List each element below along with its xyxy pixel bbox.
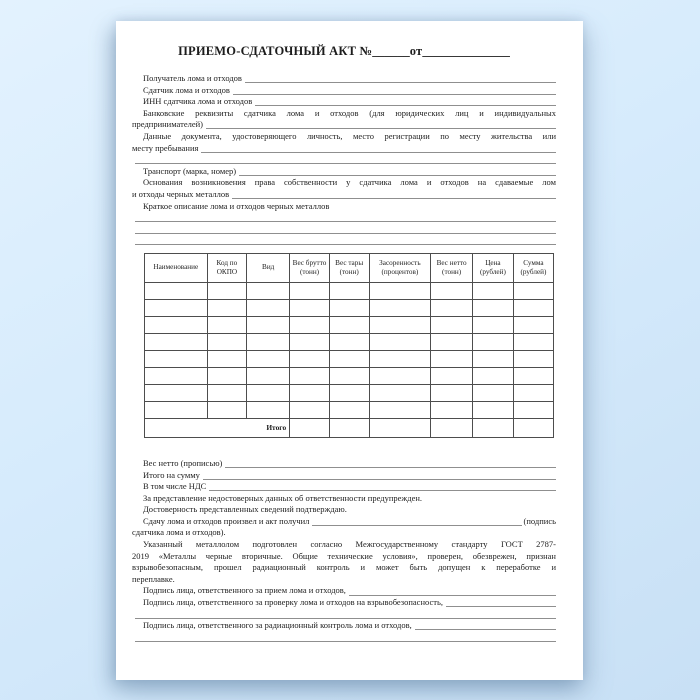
document-title (132, 44, 556, 59)
document-page (116, 21, 583, 680)
form-line (132, 166, 556, 178)
table-cell (329, 384, 369, 401)
form-line-label: Вес нетто (прописью) (143, 457, 223, 468)
table-cell (329, 333, 369, 350)
table-cell (145, 384, 208, 401)
table-cell (290, 299, 330, 316)
form-line-label: Данные документа, удостоверяющего личность, место регистрации по месту жительства или (143, 130, 556, 141)
table-cell (290, 384, 330, 401)
form-line-label: Банковские реквизиты сдатчика лома и отходов (для юридических лиц и индивидуальных (143, 107, 556, 118)
table-cell (247, 316, 290, 333)
table-cell (431, 282, 473, 299)
form-fields-top (132, 73, 556, 247)
table-cell (247, 282, 290, 299)
total-value-cell (472, 418, 513, 437)
form-line-label: В том числе НДС (143, 481, 207, 492)
form-line-label: месту пребывания (132, 142, 199, 153)
form-line (132, 108, 556, 120)
table-cell (472, 401, 513, 418)
column-header: Вес нетто (тонн) (431, 253, 473, 282)
table-cell (329, 350, 369, 367)
table-row (145, 299, 554, 316)
blank-fill-line (201, 152, 556, 153)
form-line-label: Основания возникновения права собственности у сдатчика лома и отходов на сдаваемые лом (143, 177, 556, 188)
table-cell (207, 333, 247, 350)
table-cell (513, 299, 553, 316)
form-line (132, 585, 556, 597)
table-cell (513, 282, 553, 299)
form-line (132, 527, 556, 539)
table-cell (145, 401, 208, 418)
column-header: Засоренность (процентов) (369, 253, 431, 282)
form-line-label: Достоверность представленных сведений подтверждаю. (143, 504, 347, 515)
table-cell (145, 367, 208, 384)
table-cell (369, 384, 431, 401)
table-cell (431, 316, 473, 333)
table-cell (329, 282, 369, 299)
table-cell (290, 401, 330, 418)
form-line (132, 481, 556, 493)
table-cell (472, 384, 513, 401)
blank-fill-line (349, 595, 556, 596)
table-cell (207, 367, 247, 384)
blank-fill-line (232, 198, 556, 199)
form-line-label: Получатель лома и отходов (143, 73, 242, 83)
blank-fill-line (135, 221, 556, 222)
form-line-label: взрывобезопасным, прошел радиационный контроль и может быть допущен к переработке и (132, 562, 556, 573)
form-line (132, 574, 556, 586)
blank-line (132, 154, 556, 166)
form-line (132, 551, 556, 563)
table-cell (369, 299, 431, 316)
form-line (132, 73, 556, 85)
table-cell (247, 401, 290, 418)
blank-fill-line (135, 641, 556, 642)
title-text: ПРИЕМО-СДАТОЧНЫЙ АКТ № (178, 44, 373, 58)
table-cell (329, 316, 369, 333)
form-line-label: Сдачу лома и отходов произвел и акт получил (143, 515, 310, 526)
blank-line (132, 609, 556, 621)
blank-fill-line (135, 618, 556, 619)
table-cell (145, 282, 208, 299)
table-row (145, 367, 554, 384)
form-line (132, 96, 556, 108)
blank-fill-line (312, 525, 521, 526)
blank-line (132, 212, 556, 224)
blank-line (132, 632, 556, 644)
blank-fill-line (206, 128, 556, 129)
form-line (132, 458, 556, 470)
form-line (132, 562, 556, 574)
form-line (132, 516, 556, 528)
table-cell (431, 350, 473, 367)
title-number-blank: ______ (372, 44, 410, 58)
table-header-row (145, 253, 554, 282)
table-cell (472, 367, 513, 384)
form-line-label: Подпись лица, ответственного за прием лома и отходов, (143, 585, 346, 596)
blank-fill-line (203, 479, 556, 480)
blank-fill-line (135, 233, 556, 234)
form-line-label: Указанный металлолом подготовлен согласно Межгосударственному стандарту ГОСТ 2787- (143, 539, 556, 550)
blank-fill-line (415, 629, 556, 630)
form-line (132, 493, 556, 505)
table-cell (472, 299, 513, 316)
form-line (132, 143, 556, 155)
form-line-label: Краткое описание лома и отходов черных металлов (143, 200, 330, 211)
table-cell (431, 333, 473, 350)
form-fields-bottom (132, 458, 556, 644)
form-line (132, 189, 556, 201)
table-cell (369, 401, 431, 418)
table-cell (329, 299, 369, 316)
table-cell (513, 401, 553, 418)
form-line-label: Транспорт (марка, номер) (143, 165, 237, 176)
table-cell (329, 367, 369, 384)
form-line-label: Сдатчик лома и отходов (143, 84, 230, 95)
table-cell (472, 333, 513, 350)
table-cell (472, 316, 513, 333)
form-line-label: переплавке. (132, 573, 175, 584)
column-header: Сумма (рублей) (513, 253, 553, 282)
table-row (145, 401, 554, 418)
table-cell (431, 299, 473, 316)
title-date-label: от (409, 44, 423, 58)
table-cell (431, 384, 473, 401)
table-cell (290, 316, 330, 333)
form-line-label: Подпись лица, ответственного за радиационный контроль лома и отходов, (143, 620, 412, 631)
form-line (132, 119, 556, 131)
table-cell (513, 367, 553, 384)
total-value-cell (513, 418, 553, 437)
table-cell (207, 350, 247, 367)
table-cell (369, 350, 431, 367)
form-line (132, 470, 556, 482)
form-line (132, 539, 556, 551)
form-line (132, 504, 556, 516)
table-cell (513, 333, 553, 350)
table-cell (145, 333, 208, 350)
table-cell (145, 350, 208, 367)
blank-fill-line (239, 175, 556, 176)
table-cell (431, 367, 473, 384)
column-header: Код по ОКПО (207, 253, 247, 282)
title-date-blank: ______________ (422, 44, 510, 58)
form-line (132, 620, 556, 632)
table-cell (207, 384, 247, 401)
table-row (145, 384, 554, 401)
blank-line (132, 224, 556, 236)
table-cell (369, 367, 431, 384)
form-line-suffix: (подпись (523, 515, 556, 526)
form-line-label: сдатчика лома и отходов). (132, 527, 226, 538)
table-cell (369, 333, 431, 350)
form-line (132, 201, 556, 213)
table-cell (290, 350, 330, 367)
column-header: Вес тары (тонн) (329, 253, 369, 282)
table-cell (513, 384, 553, 401)
column-header: Наименование (145, 253, 208, 282)
table-cell (207, 316, 247, 333)
blank-fill-line (135, 244, 556, 245)
form-line-label: ИНН сдатчика лома и отходов (143, 96, 253, 107)
table-cell (369, 282, 431, 299)
blank-fill-line (135, 163, 556, 164)
form-line (132, 177, 556, 189)
form-line (132, 85, 556, 97)
table-cell (145, 299, 208, 316)
column-header: Вес брутто (тонн) (290, 253, 330, 282)
table-cell (247, 384, 290, 401)
table-cell (369, 316, 431, 333)
form-line (132, 597, 556, 609)
table-row (145, 333, 554, 350)
goods-table (144, 253, 554, 438)
table-cell (472, 350, 513, 367)
table-cell (247, 367, 290, 384)
table-row (145, 350, 554, 367)
table-cell (472, 282, 513, 299)
table-cell (145, 316, 208, 333)
form-line-label: Подпись лица, ответственного за проверку лома и отходов на взрывобезопасность, (143, 597, 443, 608)
form-line-label: предпринимателей) (132, 119, 203, 130)
total-value-cell (329, 418, 369, 437)
table-row (145, 316, 554, 333)
table-cell (329, 401, 369, 418)
total-label-cell: Итого (145, 418, 290, 437)
form-line-label: За представление недостоверных данных об ответственности предупрежден. (143, 492, 423, 503)
form-line-label: и отходы черных металлов (132, 188, 230, 199)
table-cell (290, 367, 330, 384)
form-line (132, 131, 556, 143)
total-value-cell (290, 418, 330, 437)
table-cell (207, 282, 247, 299)
blank-fill-line (245, 82, 556, 83)
table-row (145, 282, 554, 299)
blank-fill-line (446, 606, 556, 607)
table-cell (247, 333, 290, 350)
table-cell (290, 282, 330, 299)
table-cell (513, 350, 553, 367)
total-value-cell (431, 418, 473, 437)
table-cell (207, 401, 247, 418)
table-cell (247, 350, 290, 367)
table-cell (290, 333, 330, 350)
form-line-label: Итого на сумму (143, 469, 200, 480)
table-cell (247, 299, 290, 316)
table-total-row (145, 418, 554, 437)
blank-fill-line (233, 94, 556, 95)
form-line-label: 2019 «Металлы черные вторичные. Общие технические условия», проверен, обезврежен, признан (132, 550, 556, 561)
table-cell (513, 316, 553, 333)
blank-fill-line (209, 490, 556, 491)
total-value-cell (369, 418, 431, 437)
table-cell (431, 401, 473, 418)
blank-line (132, 235, 556, 247)
blank-fill-line (225, 467, 556, 468)
table-cell (207, 299, 247, 316)
blank-fill-line (255, 105, 556, 106)
column-header: Вид (247, 253, 290, 282)
column-header: Цена (рублей) (472, 253, 513, 282)
